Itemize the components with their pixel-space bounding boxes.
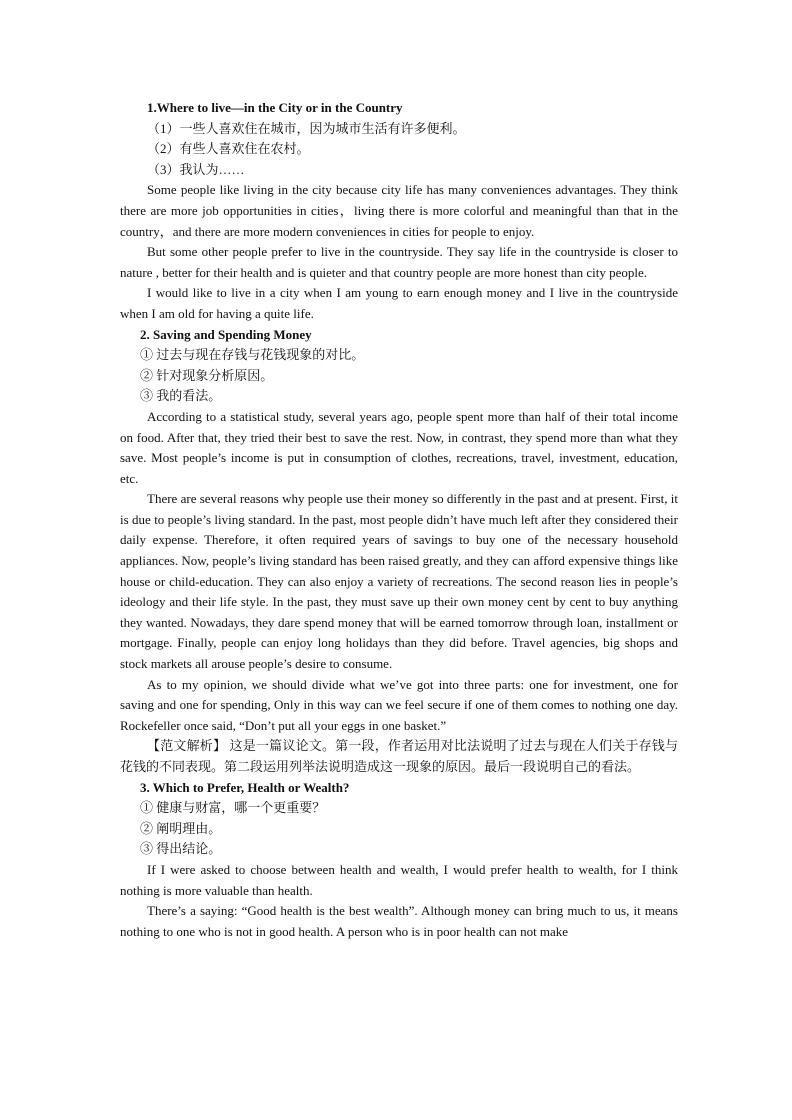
essay-2-analysis: 【范文解析】 这是一篇议论文。第一段，作者运用对比法说明了过去与现在人们关于存钱与花钱的不同表现。第二段运用列举法说明造成这一现象的原因。最后一段说明自己的看法。 <box>120 738 678 774</box>
essay-1-title: 1.Where to live—in the City or in the Country <box>147 100 403 115</box>
essay-2-paragraph-1: According to a statistical study, several years ago, people spent more than half of their total income on food. After that, they tried their best to save the rest. Now, in contrast, they spend more than what they save. Most people’s income is put in consumption of clothes, recreations, travel, investment, education, etc. <box>120 408 678 486</box>
essay-3-outline-3: ③ 得出结论。 <box>140 841 222 857</box>
essay-1-paragraph-2: But some other people prefer to live in the countryside. They say life in the countryside is closer to nature , better for their health and is quieter and that country people are more honest than city people. <box>120 244 678 280</box>
essay-3-outline-1: ① 健康与财富，哪一个更重要？ <box>140 800 326 816</box>
essay-3-paragraph-1: If I were asked to choose between health and wealth, I would prefer health to wealth, for I think nothing is more valuable than health. <box>120 861 678 898</box>
essay-2-outline-1: ① 过去与现在存钱与花钱现象的对比。 <box>140 347 365 363</box>
essay-1 <box>120 98 678 325</box>
essay-3 <box>120 778 678 943</box>
essay-2-outline-3: ③ 我的看法。 <box>140 388 222 404</box>
essay-3-paragraph-2: There’s a saying: “Good health is the best wealth”. Although money can bring much to us, it means nothing to one who is not in good health. A person who is in poor health can not make <box>120 903 678 939</box>
essay-2 <box>120 325 678 778</box>
essay-2-title: 2. Saving and Spending Money <box>140 326 312 342</box>
essay-1-paragraph-3: I would like to live in a city when I am young to earn enough money and I live in the countryside when I am old for having a quite life. <box>120 285 678 321</box>
document-body <box>120 98 678 942</box>
essay-1-paragraph-1: Some people like living in the city because city life has many conveniences advantages. They think there are more job opportunities in cities，living there is more colorful and meaningful than that in the country，and there are more modern conveniences in cities for people to enjoy. <box>120 182 678 239</box>
essay-3-outline-2: ② 阐明理由。 <box>140 820 222 836</box>
essay-2-paragraph-3: As to my opinion, we should divide what we’ve got into three parts: one for investment, one for saving and one for spending, Only in this way can we feel secure if one of them comes to nothing one day. Rockefeller once said, “Don’t put all your eggs in one basket.” <box>120 676 678 733</box>
essay-3-title: 3. Which to Prefer, Health or Wealth? <box>140 779 350 795</box>
essay-2-paragraph-2: There are several reasons why people use their money so differently in the past and at present. First, it is due to people’s living standard. In the past, most people didn’t have much left after they considered their daily expense. Therefore, it often required years of savings to buy one of the necessary household appliances. Now, people’s living standard has been raised greatly, and they can afford expensive things like house or child-education. They can also enjoy a variety of recreations. The second reason lies in people’s ideology and their life style. In the past, they must save up their own money cent by cent to buy anything they wanted. Nowadays, they dare spend money that will be earned tomorrow through loan, installment or mortgage. Finally, people can enjoy long holidays than they did before. Travel agencies, big shops and stock markets all arouse people’s desire to consume. <box>120 491 678 672</box>
essay-1-outline-2: （2）有些人喜欢住在农村。 <box>147 141 310 157</box>
essay-1-outline-3: （3）我认为…… <box>147 161 245 177</box>
essay-1-outline-1: （1）一些人喜欢住在城市，因为城市生活有许多便利。 <box>147 120 466 136</box>
essay-2-outline-2: ② 针对现象分析原因。 <box>140 367 274 383</box>
